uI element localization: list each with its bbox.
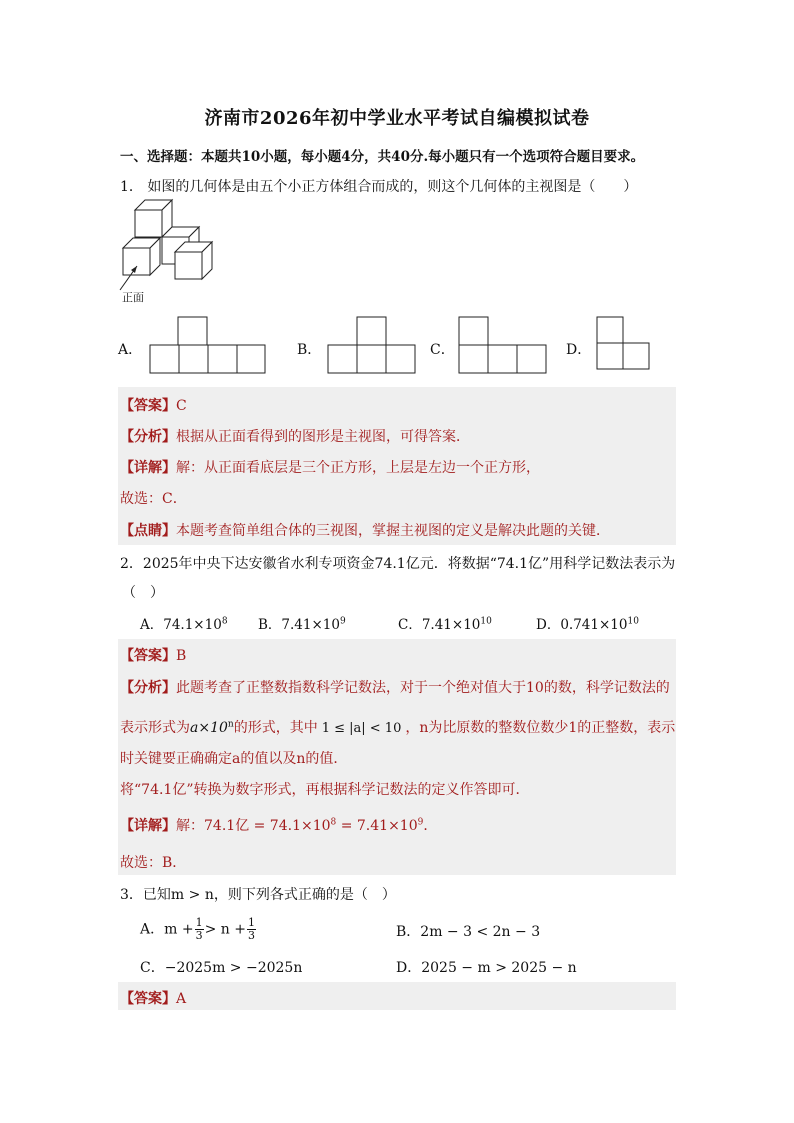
q1-comment-text: 本题考查简单组合体的三视图，掌握主视图的定义是解决此题的关键． xyxy=(176,523,610,539)
q1-option-c-label: C． xyxy=(430,342,455,358)
detail-tag: 【详解】 xyxy=(120,460,176,476)
q2-analysis-line2: 表示形式为$a\times 10^n$的形式，其中 1 ≤ |a| < 10 ，n为比原数的整数位数少1的正整数，表示 xyxy=(120,719,676,736)
detail-tag: 【详解】 xyxy=(120,818,176,834)
analysis-tag: 【分析】 xyxy=(120,429,176,445)
q2-option-a: A．$74.1\times 10^8$ xyxy=(140,616,228,633)
q2-answer-value: B xyxy=(176,648,187,664)
q1-stem: 1． 如图的几何体是由五个小正方体组合而成的，则这个几何体的主视图是（ ） xyxy=(120,179,638,195)
answer-tag: 【答案】 xyxy=(120,648,176,664)
q1-option-d-label: D． xyxy=(566,342,592,358)
q2-options xyxy=(140,613,680,633)
q2-analysis-line3: 时关键要正确确定a的值以及n的值． xyxy=(120,751,348,767)
q1-answer-line xyxy=(120,395,187,415)
q1-option-a-figure xyxy=(149,316,267,376)
q3-option-c: C．−2025m > −2025n xyxy=(140,960,303,976)
q1-option-a-label: A． xyxy=(118,342,143,358)
answer-tag: 【答案】 xyxy=(120,991,176,1007)
q1-answer-value: C xyxy=(176,398,187,414)
q2-stem: 2．2025年中央下达安徽省水利专项资金74.1亿元．将数据“74.1亿”用科学记数法表示为 xyxy=(120,556,676,572)
q2-option-c: C．$7.41\times 10^{10}$ xyxy=(398,616,492,633)
q2-answer-line xyxy=(120,645,186,665)
fraction: $\frac{1}{3}$ xyxy=(247,916,255,942)
q1-choose-line: 故选：C． xyxy=(120,491,187,507)
q1-comment-line xyxy=(120,520,610,540)
q1-option-b-figure xyxy=(327,316,417,376)
q2-choose-line: 故选：B． xyxy=(120,855,187,871)
comment-tag: 【点睛】 xyxy=(120,523,176,539)
q1-option-d-figure xyxy=(596,316,656,376)
q1-solution-block xyxy=(118,387,676,545)
formula: a×10 xyxy=(190,720,228,736)
q2-option-b: B．$7.41\times 10^9$ xyxy=(258,616,346,633)
q3-option-a: A．m + $\frac{1}{3}$ > n + $\frac{1}{3}$ xyxy=(140,916,255,942)
q3-option-d: D．2025 − m > 2025 − n xyxy=(396,960,577,976)
analysis-tag: 【分析】 xyxy=(120,680,176,696)
q2-detail-line: 【详解】解：74.1亿 = $74.1\times 10^8 = 7.41\times 10^9$． xyxy=(120,817,438,834)
exam-title: 济南市2026年初中学业水平考试自编模拟试卷 xyxy=(204,108,590,129)
q3-option-b: B．2m − 3 < 2n − 3 xyxy=(396,924,541,940)
q2-solution-block xyxy=(118,639,676,875)
inequality: 1 ≤ |a| < 10 xyxy=(321,721,402,736)
q1-analysis-line xyxy=(120,426,470,446)
q3-answer-line xyxy=(120,988,186,1008)
q1-detail-text: 解：从正面看底层是三个正方形，上层是左边一个正方形， xyxy=(176,460,540,476)
answer-tag: 【答案】 xyxy=(120,398,176,414)
q1-detail-line xyxy=(120,457,540,477)
fraction: $\frac{1}{3}$ xyxy=(195,916,203,942)
q2-analysis-line1 xyxy=(120,677,670,697)
q3-stem: 3．已知m > n，则下列各式正确的是（ ） xyxy=(120,887,396,903)
q3-answer-value: A xyxy=(176,991,187,1007)
front-label: 正面 xyxy=(122,291,144,304)
q2-paren: （ ） xyxy=(122,585,164,601)
q3-solution-block xyxy=(118,982,676,1010)
section-heading: 一、选择题：本题共10小题，每小题4分，共40分.每小题只有一个选项符合题目要求。 xyxy=(120,149,645,165)
q2-option-d: D．$0.741\times 10^{10}$ xyxy=(536,616,639,633)
q1-option-c-figure xyxy=(458,316,548,376)
q1-option-b-label: B． xyxy=(297,342,322,358)
q2-analysis-line4: 将“74.1亿”转换为数字形式，再根据科学记数法的定义作答即可． xyxy=(120,782,530,798)
q2-analysis-text1: 此题考查了正整数指数科学记数法，对于一个绝对值大于10的数，科学记数法的 xyxy=(176,680,670,696)
q1-analysis-text: 根据从正面看得到的图形是主视图，可得答案． xyxy=(176,429,470,445)
